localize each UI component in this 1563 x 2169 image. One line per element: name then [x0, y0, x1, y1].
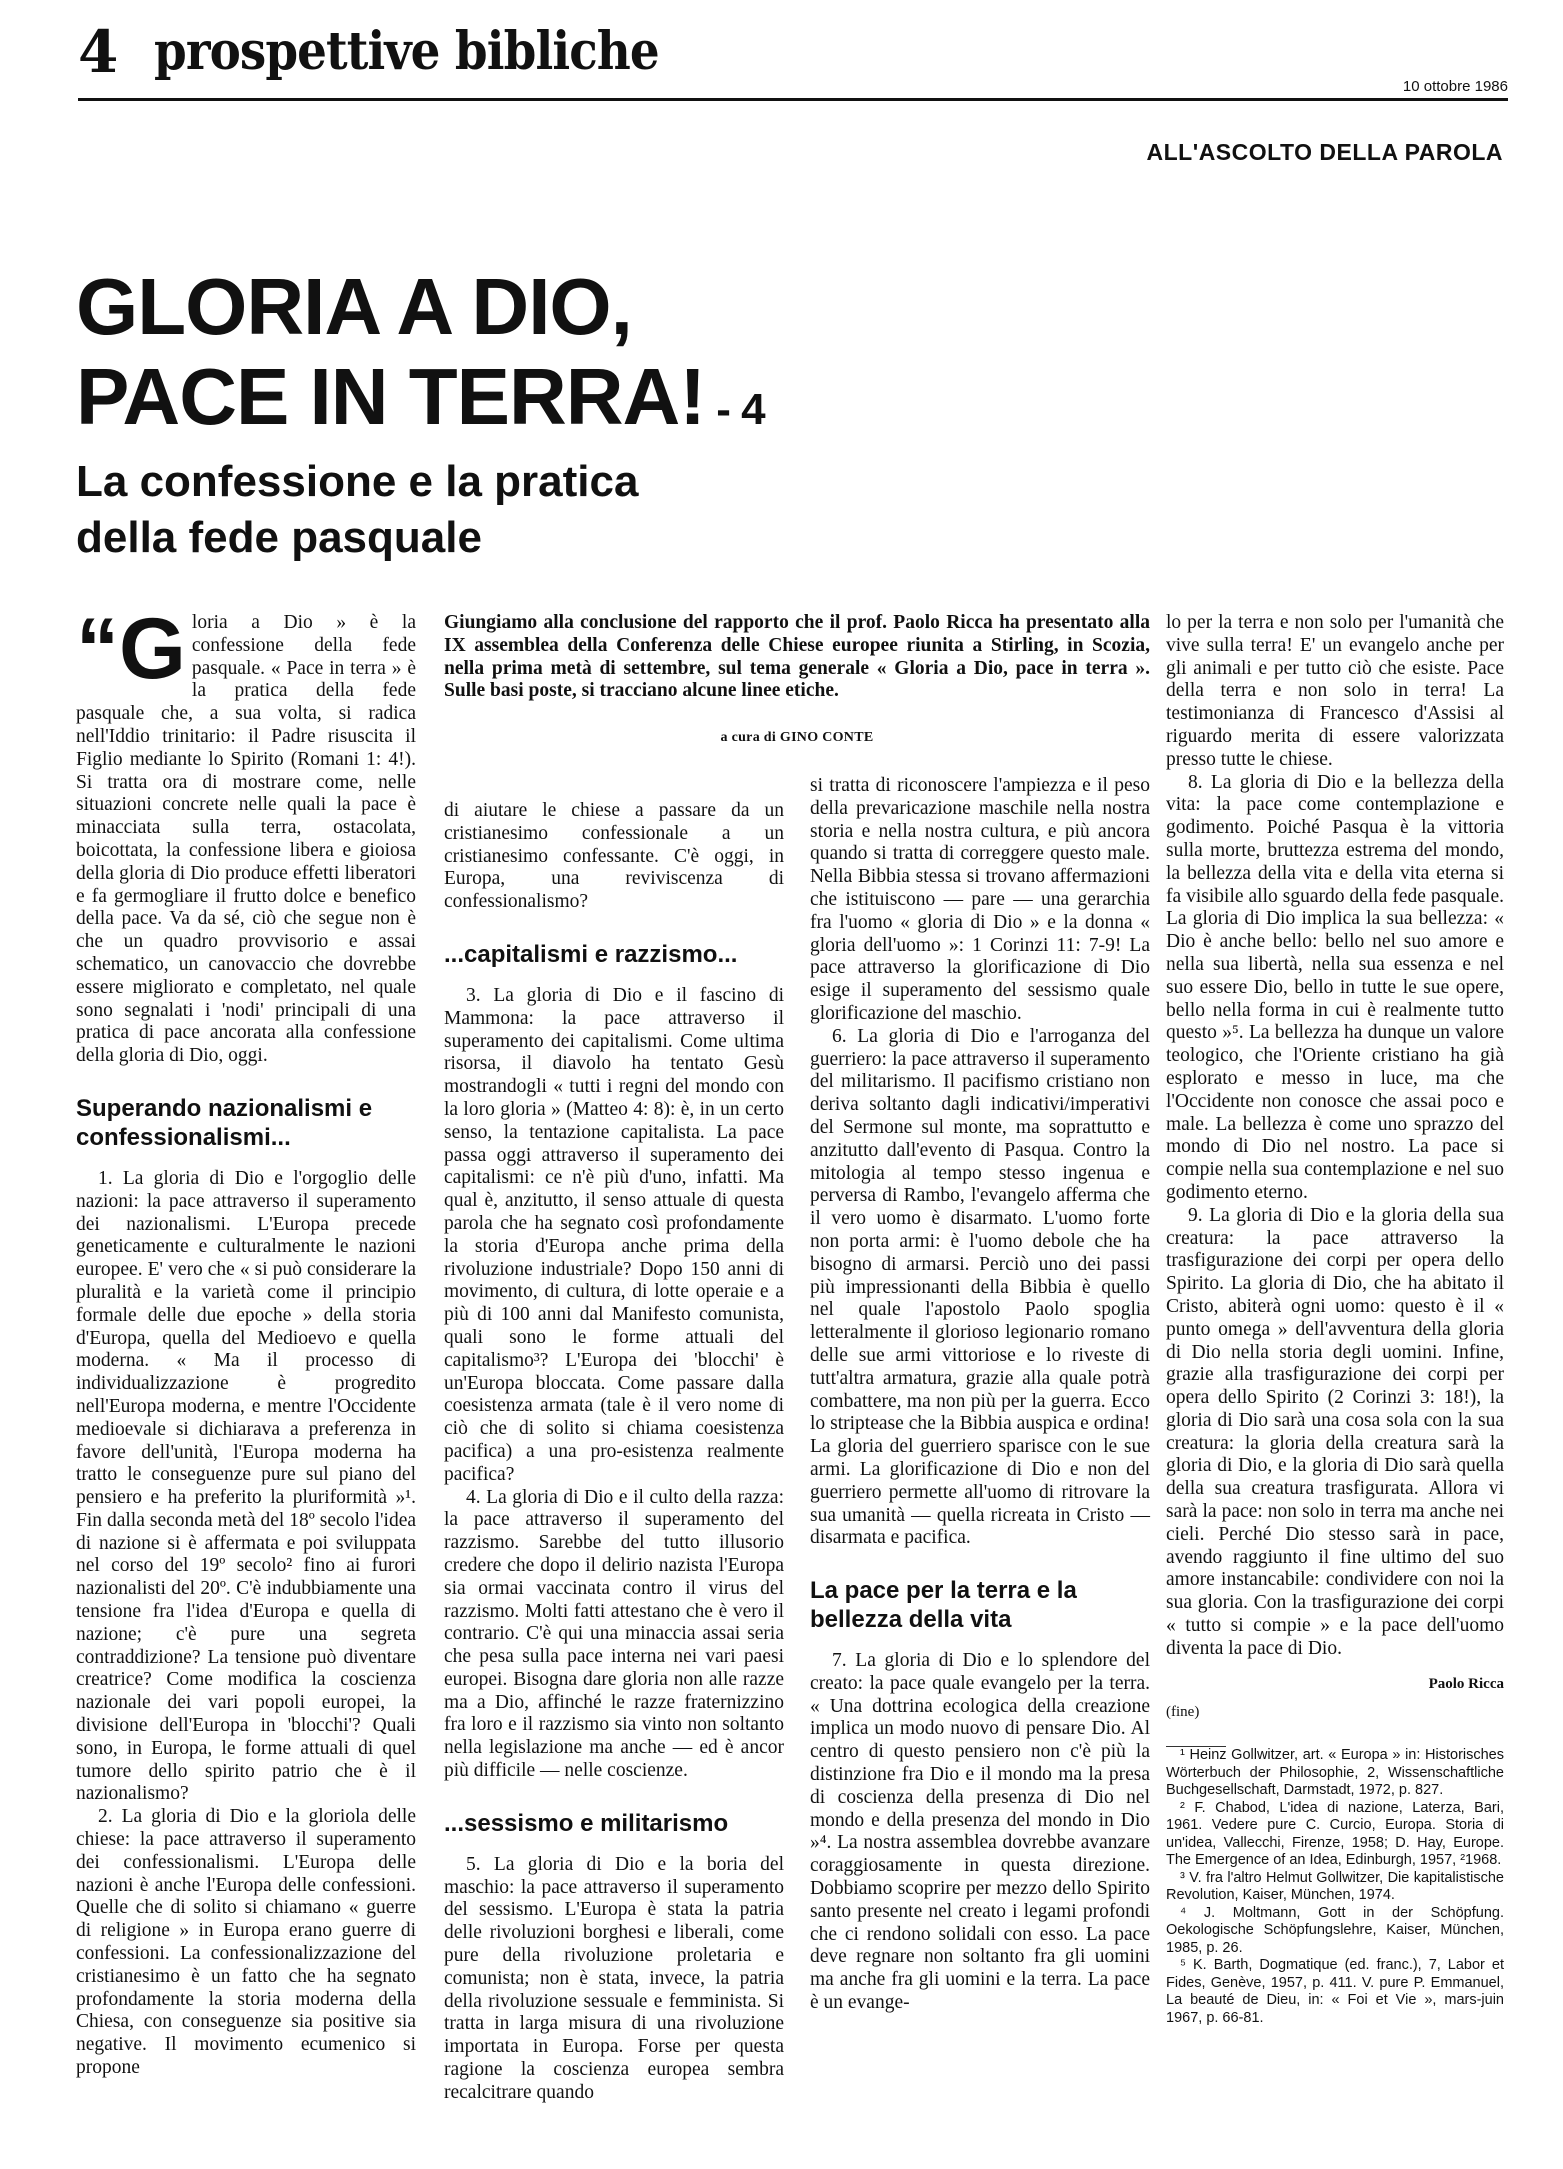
- footnote-1: ¹ Heinz Gollwitzer, art. « Europa » in: Historisches Wörterbuch der Philosophie, 2, Wissenschaftliche Buchgesellschaft, Darmstadt, 1972, p. 827.: [1166, 1747, 1504, 1799]
- headline: [76, 262, 976, 455]
- column-4: [1166, 612, 1504, 2027]
- footnote-2: ² F. Chabod, L'idea di nazione, Laterza, Bari, 1961. Vedere pure C. Curcio, Europa. Storia di un'idea, Vallecchi, Firenze, 1958; D. Hay, Europe. The Emergence of an Idea, Edinburgh, 1957, ²1968.: [1166, 1799, 1504, 1869]
- opening-paragraph-text: loria a Dio » è la confessione della fede pasquale. « Pace in terra » è la pratica della fede pasquale che, a sua volta, si radica nell'Iddio trinitario: il Padre risuscita il Figlio mediante lo Spirito (Romani 1: 4!). Si tratta ora di mostrare come, nelle situazioni concrete nelle quali la pace è minacciata sulla terra, ostacolata, boicottata, la confessione libera e gioiosa della gloria di Dio produce effetti liberatori e fa germogliare il frutto dolce e benefico della pace. Va da sé, ciò che segue non è che un quadro provvisorio e assai schematico, un canovaccio che dovrebbe essere migliorato e completato, nel quale sono segnalati i 'nodi' principali di una pratica di pace ancorata alla confessione della gloria di Dio, oggi.: [76, 612, 416, 1067]
- editor-credit: a cura di GINO CONTE: [720, 730, 874, 745]
- newspaper-name: prospettive bibliche: [154, 21, 659, 82]
- opening-paragraph: [76, 601, 416, 1068]
- footnotes: [1166, 1746, 1504, 2027]
- paragraph-5: 5. La gloria di Dio e la boria del maschio: la pace attraverso il superamento del sessismo. L'Europa è stata la patria delle rivoluzioni borghesi e liberali, come pure della rivoluzione proletaria e comunista; non è stata, invece, la patria della rivoluzione sessuale e femminista. Si tratta in larga misura di una rivoluzione importata in Europa. Forse per questa ragione la coscienza europea sembra recalcitrare quando: [444, 1853, 784, 2103]
- headline-line-2-text: PACE IN TERRA!: [76, 352, 705, 441]
- paragraph-4: 4. La gloria di Dio e il culto della razza: la pace attraverso il superamento del razzismo. Sarebbe del tutto illusorio credere che dopo il delirio nazista l'Europa sia ormai vaccinata contro il virus del razzismo. Molti fatti attestano che è vero il contrario. C'è qui una minaccia assai seria che pesa sulla pace interna nei vari paesi europei. Bisogna dare gloria non alle razze ma a Dio, affinché le razze fraternizzino fra loro e il razzismo sia vinto non soltanto nella legislazione ma anche — ed è ancor più difficile — nelle coscienze.: [444, 1486, 784, 1782]
- paragraph-8: 8. La gloria di Dio e la bellezza della vita: la pace come contemplazione e godimento. Poiché Pasqua è la vittoria sulla morte, bruttezza estrema del mondo, la bellezza della vita e della vita eterna si fa visibile allo sguardo della fede pasquale. La gloria di Dio implica la sua bellezza: « Dio è anche bello: bello nel suo amore e nella sua libertà, nella sua essenza e nel suo essere Dio, bello in tutte le sue opere, bello nella forma in cui è realmente tutto questo »⁵. La bellezza ha dunque un valore teologico, che l'Oriente cristiano ha già esplorato e messo in luce, ma che l'Occidente non conosce che assai poco e male. La bellezza è come uno sprazzo del mondo di Dio nel nostro. La pace si compie nella sua contemplazione e nel suo godimento eterno.: [1166, 771, 1504, 1203]
- footnote-4: ⁴ J. Moltmann, Gott in der Schöpfung. Oekologische Schöpfungslehre, Kaiser, München, 1985, p. 26.: [1166, 1904, 1504, 1956]
- headline-part-number: - 4: [704, 385, 765, 434]
- paragraph-5-continued: si tratta di riconoscere l'ampiezza e il peso della prevaricazione maschile nella nostra storia e nella nostra cultura, e più ancora quando si tratta di correggere questo male. Nella Bibbia stessa si trovano affermazioni che istituiscono — pare — una gerarchia fra l'uomo « gloria di Dio » e la donna « gloria dell'uomo »: 1 Corinzi 11: 7-9! La pace attraverso la glorificazione di Dio esige il superamento del sessismo quale glorificazione del maschio.: [810, 775, 1150, 1024]
- masthead: [78, 18, 1508, 95]
- footnote-5: ⁵ K. Barth, Dogmatique (ed. franc.), 7, Labor et Fides, Genève, 1957, p. 411. V. pure P. Emmanuel, La beauté de Dieu, in: « Foi et Vie », mars-juin 1967, p. 66-81.: [1166, 1957, 1504, 2026]
- paragraph-7-continued: lo per la terra e non solo per l'umanità che vive sulla terra! E' un evangelo anche per gli animali e per tutto ciò che esiste. Pace della terra e non solo in terra! La testimonianza di Francesco d'Assisi al riguardo merita di essere valorizzata presso tutte le chiese.: [1166, 612, 1504, 770]
- masthead-rule: [78, 98, 1508, 101]
- paragraph-2-continued: di aiutare le chiese a passare da un cristianesimo confessionale a un cristianesimo confessante. C'è oggi, in Europa, una reviviscenza di confessionalismo?: [444, 800, 784, 913]
- section-label: ALL'ASCOLTO DELLA PAROLA: [1146, 139, 1503, 165]
- paragraph-1: 1. La gloria di Dio e l'orgoglio delle nazioni: la pace attraverso il superamento dei nazionalismi. L'Europa precede geneticamente e culturalmente le nazioni europee. E' vero che « si può considerare la pluralità e la varietà come il principio formale delle due epoche » della storia d'Europa, quella del Medioevo e quella moderna. « Ma il processo di individualizzazione è progredito nell'Europa moderna, e mentre l'Occidente medioevale si dichiarava a preferenza in favore dell'unità, l'Europa moderna ha tratto le conseguenze pure sul piano del pensiero e ha preferito la pluriformità »¹. Fin dalla seconda metà del 18º secolo l'idea di nazione si è affermata e poi sviluppata nel corso del 19º secolo² fino ai furori nazionalisti del 20º. C'è indubbiamente una tensione fra l'idea d'Europa e quella di nazione; c'è pure una segreta contraddizione? La tensione può diventare creatrice? Come modifica la coscienza nazionale dei vari popoli europei, la divisione dell'Europa in 'blocchi'? Quali sono, in Europa, le forme attuali di quel tumore dello spirito patrio che è il nazionalismo?: [76, 1167, 416, 1805]
- subhead-capitalismi: ...capitalismi e razzismo...: [444, 940, 738, 968]
- end-marker: (fine): [1166, 1704, 1200, 1721]
- page-number: 4: [78, 18, 119, 86]
- column-3: [810, 775, 1150, 2015]
- paragraph-2: 2. La gloria di Dio e la gloriola delle chiese: la pace attraverso il superamento dei confessionalismi. L'Europa delle nazioni è anche l'Europa delle confessioni. Quelle che di solito si chiamano « guerre di religione » in Europa erano guerre di confessioni. La confessionalizzazione del cristianesimo è un fatto che ha segnato profondamente la storia moderna della Chiesa, con conseguenze sia positive sia negative. Il movimento ecumenico si propone: [76, 1806, 416, 2079]
- standfirst: Giungiamo alla conclusione del rapporto che il prof. Paolo Ricca ha presentato alla IX assemblea della Conferenza delle Chiese europee riunita a Stirling, in Scozia, nella prima metà di settembre, sul tema generale « Gloria a Dio, pace in terra ». Sulle basi poste, si tracciano alcune linee etiche.: [444, 612, 1150, 702]
- footnote-3: ³ V. fra l'altro Helmut Gollwitzer, Die kapitalistische Revolution, Kaiser, München, 1974.: [1166, 1869, 1504, 1904]
- headline-line-1: GLORIA A DIO,: [76, 262, 632, 351]
- paragraph-3: 3. La gloria di Dio e il fascino di Mammona: la pace attraverso il superamento dei capitalismi. Come ultima risorsa, il diavolo ha tentato Gesù mostrandogli « tutti i regni del mondo con la loro gloria » (Matteo 4: 8): è, in un certo senso, la tentazione capitalista. La pace passa oggi attraverso il superamento dei capitalismi: ce n'è più d'uno, infatti. Ma qual è, anzitutto, il senso attuale di questa parola che ha segnato così profondamente la storia d'Europa anche prima della rivoluzione industriale? Dopo 150 anni di movimento, di cultura, di lotte operaie e a più di 100 anni dal Manifesto comunista, quali sono le forme attuali del capitalismo³? L'Europa dei 'blocchi' è un'Europa bloccata. Come passare dalla coesistenza armata (tale è il vero nome di ciò che di solito si chiama coesistenza pacifica) a una pro-esistenza realmente pacifica?: [444, 984, 784, 1485]
- subhead-pace-terra: La pace per la terra e la bellezza della vita: [810, 1577, 1077, 1634]
- column-2: [444, 800, 784, 2105]
- subtitle-line-2: della fede pasquale: [76, 513, 482, 562]
- subtitle-line-1: La confessione e la pratica: [76, 457, 639, 506]
- column-1: [76, 601, 416, 2080]
- paragraph-7: 7. La gloria di Dio e lo splendore del creato: la pace quale evangelo per la terra. « Una dottrina ecologica della creazione implica un modo nuovo di pensare Dio. Al centro di questo pensiero non c'è più la distinzione fra Dio e il mondo ma la presa di coscienza della presenza di Dio nel mondo e della presenza del mondo in Dio »⁴. La nostra assemblea dovrebbe avanzare coraggiosamente in questa direzione. Dobbiamo scoprire per mezzo dello Spirito santo presente nel creato i legami profondi che ci rendono solidali con esso. La pace deve regnare non soltanto fra gli uomini ma anche fra gli uomini e la terra. La pace è un evange-: [810, 1650, 1150, 2014]
- subtitle: [76, 454, 876, 566]
- paragraph-6: 6. La gloria di Dio e l'arroganza del guerriero: la pace attraverso il superamento del militarismo. Il pacifismo cristiano non deriva soltanto dagli indicativi/imperativi del Sermone sul monte, ma soprattutto e anzitutto dall'evento di Pasqua. Contro la mitologia al tempo stesso ingenua e perversa di Rambo, l'evangelo afferma che il vero uomo è disarmato. L'uomo forte non porta armi: è l'uomo debole che ha bisogno di armarsi. Perciò uno dei passi più impressionanti della Bibbia è quello nel quale l'apostolo Paolo spoglia letteralmente il glorioso legionario romano delle sue armi vittoriose e lo riveste di tutt'altra armatura, grazie alla quale potrà combattere, ma non più per la guerra. Ecco lo striptease che la Bibbia auspica e ordina! La gloria del guerriero sparisce con le sue armi. La glorificazione di Dio e non del guerriero permette all'uomo di ritrovare la sua umanità — quella ricreata in Cristo — disarmata e pacifica.: [810, 1025, 1150, 1549]
- author-signature: Paolo Ricca: [1428, 1675, 1504, 1692]
- issue-date: 10 ottobre 1986: [1402, 78, 1508, 95]
- headline-line-2: [76, 352, 976, 455]
- subhead-nazionalismi: Superando nazionalismi e confessionalismi...: [76, 1094, 373, 1151]
- subhead-sessismo: ...sessismo e militarismo: [444, 1809, 729, 1837]
- drop-cap: “G: [76, 601, 186, 697]
- paragraph-9: 9. La gloria di Dio e la gloria della sua creatura: la pace attraverso la trasfigurazione dei corpi per opera dello Spirito. La gloria di Dio, che ha abitato il Cristo, abiterà ogni uomo: questo è il « punto omega » dell'avventura della gloria di Dio nella storia degli uomini. Infine, grazie alla trasfigurazione dei corpi per opera dello Spirito (2 Corinzi 3: 18!), la gloria di Dio sarà una cosa sola con la sua creatura: la gloria della creatura sarà la gloria di Dio, e la gloria di Dio sarà quella della sua creatura trasfigurata. Allora vi sarà la pace: non solo in terra ma anche nei cieli. Perché Dio stesso sarà in pace, avendo raggiunto il fine ultimo del suo amore instancabile: condividere con noi la sua gloria. Con la trasfigurazione dei corpi « tutto si compie » e la pace dell'uomo diventa la pace di Dio.: [1166, 1204, 1504, 1659]
